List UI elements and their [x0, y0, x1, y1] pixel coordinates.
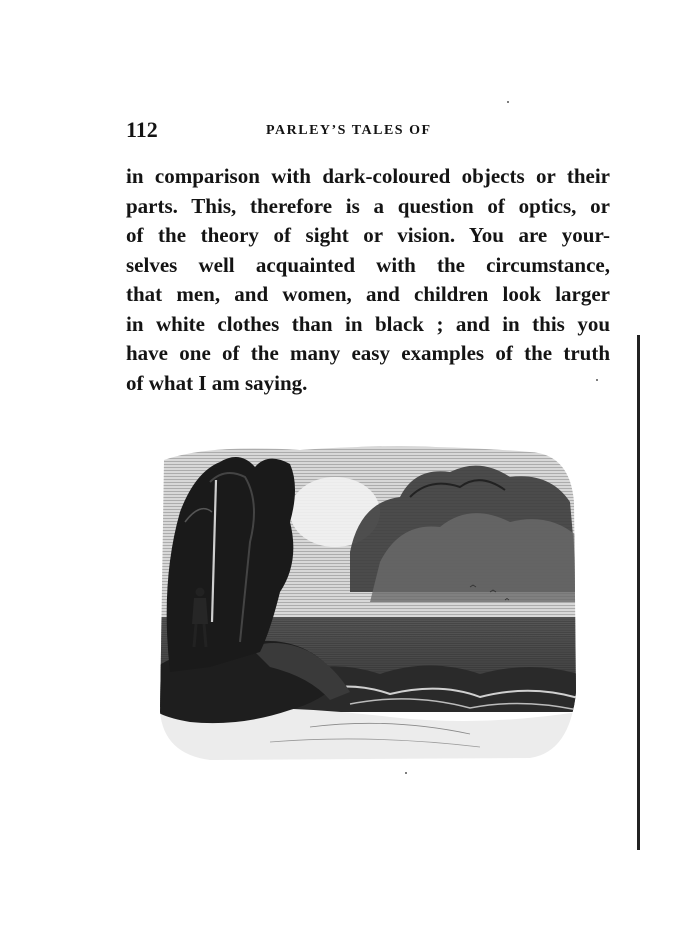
text-line: have one of the many easy examples of the truth — [126, 341, 610, 365]
text-line: in comparison with dark-coloured objects or their — [126, 164, 610, 188]
running-title: PARLEY’S TALES OF — [266, 123, 432, 138]
page-edge-rule — [637, 335, 640, 850]
text-line: that men, and women, and children look larger — [126, 282, 610, 306]
paper-speck — [507, 101, 509, 103]
text-line: of the theory of sight or vision. You are your- — [126, 223, 610, 247]
text-line: in white clothes than in black ; and in this you — [126, 311, 610, 336]
body-paragraph — [126, 162, 610, 398]
paper-speck — [596, 379, 598, 381]
text-line: parts. This, therefore is a question of optics, or — [126, 193, 610, 218]
paper-speck — [405, 772, 407, 774]
seascape-engraving — [150, 442, 578, 770]
page-number: 112 — [126, 117, 158, 142]
page-header — [126, 117, 610, 143]
text-line: of what I am saying. — [126, 370, 308, 395]
text-line: selves well acquainted with the circumstance, — [126, 252, 610, 277]
